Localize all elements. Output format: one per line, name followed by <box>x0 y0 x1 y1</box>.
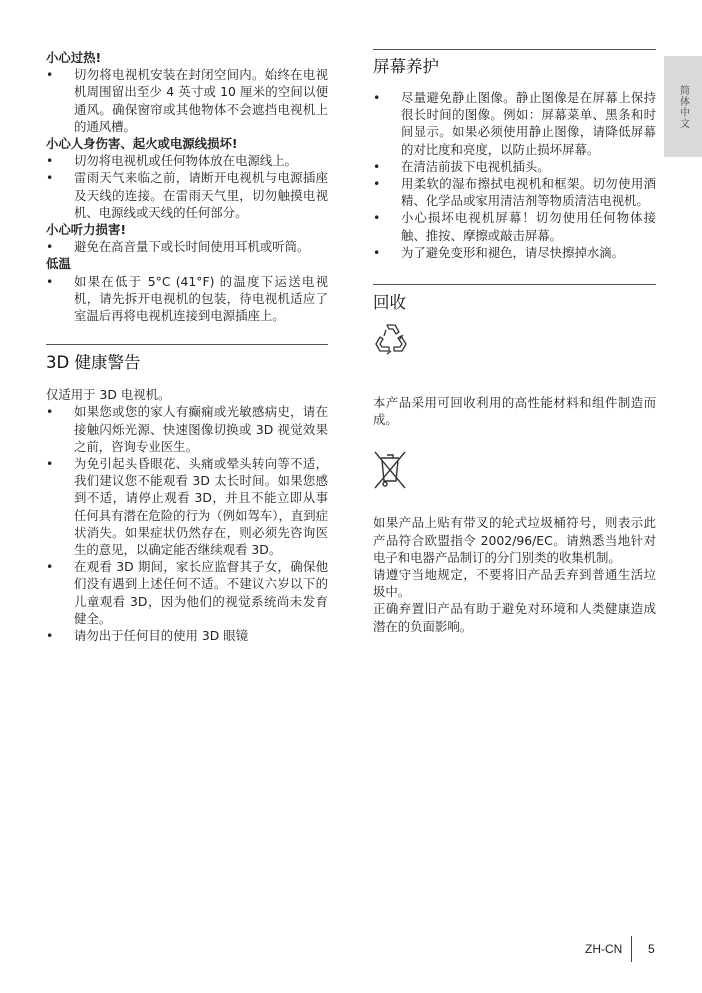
list-item: • 请勿出于任何目的使用 3D 眼镜 <box>46 627 328 644</box>
hearing-heading: 小心听力损害! <box>46 222 126 238</box>
hearing-list <box>46 238 328 255</box>
crossed-out-wheelie-bin-icon <box>373 450 407 490</box>
language-tab-label: 简体中文 <box>677 84 689 129</box>
list-item: • 尽量避免静止图像。静止图像是在屏幕上保持很长时间的图像。例如：屏幕菜单、黑条和时间显示。如果必须使用静止图像，请降低屏幕的对比度和亮度，以防止损坏屏幕。 <box>373 89 656 158</box>
recycle-section <box>373 284 656 635</box>
list-item: • 如果在低于 5°C (41°F) 的温度下运送电视机，请先拆开电视机的包装，待电视机适应了室温后再将电视机连接到电源插座上。 <box>46 273 328 325</box>
overheat-heading: 小心过热! <box>46 50 102 65</box>
list-item: • 在观看 3D 期间，家长应监督其子女，确保他们没有遇到上述任何不适。不建议六岁以下的儿童观看 3D，因为他们的视觉系统尚未发育健全。 <box>46 558 328 627</box>
list-item: • 为了避免变形和褪色，请尽快擦掉水滴。 <box>373 244 656 261</box>
recycle-paragraph-2: 如果产品上贴有带叉的轮式垃圾桶符号，则表示此产品符合欧盟指令 2002/96/EC。请熟悉当地针对电子和电器产品制订的分门别类的收集机制。 <box>373 515 656 565</box>
list-item: • 切勿将电视机或任何物体放在电源线上。 <box>46 152 328 169</box>
recycle-paragraph-4: 正确弃置旧产品有助于避免对环境和人类健康造成潜在的负面影响。 <box>373 601 656 634</box>
right-column <box>373 49 656 635</box>
language-tab <box>664 56 702 157</box>
screen-care-section <box>373 49 656 261</box>
recycle-paragraph-1: 本产品采用可回收利用的高性能材料和组件制造而成。 <box>373 395 656 428</box>
list-item: • 小心损坏电视机屏幕！切勿使用任何物体接触、推按、摩擦或敲击屏幕。 <box>373 209 656 243</box>
injury-heading: 小心人身伤害、起火或电源线损坏! <box>46 136 238 152</box>
injury-list <box>46 152 328 221</box>
list-item: • 为免引起头昏眼花、头痛或晕头转向等不适，我们建议您不能观看 3D 太长时间。如果您感到不适，请停止观看 3D，并且不能立即从事任何具有潜在危险的行为（例如驾车），直到症状消失。如果症状仍然存在，则必须先咨询医生的意见，以确定能否继续观看 3D。 <box>46 455 328 558</box>
list-item: • 避免在高音量下或长时间使用耳机或听筒。 <box>46 238 328 255</box>
low-temp-list <box>46 273 328 325</box>
list-item: • 雷雨天气来临之前，请断开电视机与电源插座及天线的连接。在雷雨天气里，切勿触摸电视机、电源线或天线的任何部分。 <box>46 169 328 221</box>
page-number: 5 <box>648 942 655 956</box>
screen-care-list <box>373 89 656 261</box>
health-warning-section <box>46 344 328 644</box>
left-column <box>46 49 328 644</box>
footer-divider <box>631 936 632 962</box>
list-item: • 切勿将电视机安装在封闭空间内。始终在电视机周围留出至少 4 英寸或 10 厘米的空间以便通风。确保窗帘或其他物体不会遮挡电视机上的通风槽。 <box>46 66 328 135</box>
list-item: • 如果您或您的家人有癫痫或光敏感病史，请在接触闪烁光源、快速图像切换或 3D 视觉效果之前，咨询专业医生。 <box>46 403 328 455</box>
list-item: • 在清洁前拔下电视机插头。 <box>373 158 656 175</box>
recycle-paragraph-3: 请遵守当地规定，不要将旧产品丢弃到普通生活垃圾中。 <box>373 567 656 600</box>
low-temp-heading: 低温 <box>46 256 71 272</box>
screen-care-title: 屏幕养护 <box>373 57 439 76</box>
recycle-icon <box>373 322 409 356</box>
recycle-title: 回收 <box>373 293 406 313</box>
overheat-list <box>46 66 328 135</box>
health-warning-intro: 仅适用于 3D 电视机。 <box>46 387 171 403</box>
footer-language-code: ZH-CN <box>585 942 623 956</box>
health-warning-title: 3D 健康警告 <box>46 353 141 373</box>
list-item: • 用柔软的湿布擦拭电视机和框架。切勿使用酒精、化学品或家用清洁剂等物质清洁电视机。 <box>373 175 656 209</box>
health-warning-list <box>46 403 328 644</box>
